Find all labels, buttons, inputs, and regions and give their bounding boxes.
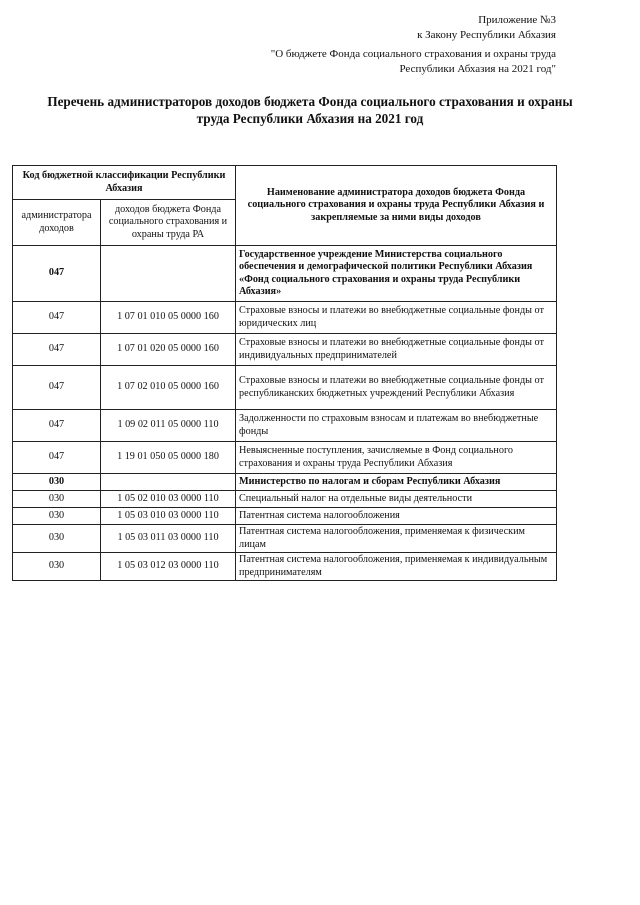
revenue-code-cell: 1 05 03 010 03 0000 110 <box>101 508 236 525</box>
document-title <box>20 93 600 127</box>
table-row <box>13 302 557 334</box>
document-title-line-1: Перечень администраторов доходов бюджета Фонда социального страхования и охраны <box>47 94 573 109</box>
appendix-law-ref: к Закону Республики Абхазия <box>417 28 556 41</box>
name-cell: Страховые взносы и платежи во внебюджетные социальные фонды от юридических лиц <box>236 302 557 334</box>
revenue-code-cell: 1 09 02 011 05 0000 110 <box>101 410 236 442</box>
admin-code-cell: 030 <box>13 508 101 525</box>
table-row <box>13 508 557 525</box>
name-cell: Патентная система налогообложения, применяемая к физическим лицам <box>236 525 557 553</box>
revenue-code-cell: 1 05 03 011 03 0000 110 <box>101 525 236 553</box>
admin-code-cell: 030 <box>13 491 101 508</box>
admin-code-cell: 047 <box>13 442 101 474</box>
admin-code-cell: 030 <box>13 553 101 581</box>
appendix-law-title-1: "О бюджете Фонда социального страхования и охраны труда <box>270 48 556 60</box>
revenue-code-cell: 1 07 01 010 05 0000 160 <box>101 302 236 334</box>
revenue-code-cell: 1 19 01 050 05 0000 180 <box>101 442 236 474</box>
appendix-number: Приложение №3 <box>478 14 556 26</box>
appendix-law-title-2: Республики Абхазия на 2021 год" <box>399 62 556 75</box>
revenue-code-cell: 1 05 03 012 03 0000 110 <box>101 553 236 581</box>
revenue-code-cell: 1 07 01 020 05 0000 160 <box>101 334 236 366</box>
administrators-table <box>12 165 557 581</box>
name-cell: Задолженности по страховым взносам и платежам во внебюджетные фонды <box>236 410 557 442</box>
table-row <box>13 442 557 474</box>
name-cell: Патентная система налогообложения, применяемая к индивидуальным предпринимателям <box>236 553 557 581</box>
revenue-code-cell <box>101 474 236 491</box>
admin-code-cell: 047 <box>13 366 101 410</box>
header-revenue-code: доходов бюджета Фонда социального страхования и охраны труда РА <box>101 200 236 246</box>
table-row <box>13 491 557 508</box>
table-row <box>13 525 557 553</box>
table-row <box>13 334 557 366</box>
table-row <box>13 246 557 302</box>
header-administrator-name: Наименование администратора доходов бюджета Фонда социального страхования и охраны труда Республики Абхазия и закрепляемые за ними виды доходов <box>236 166 557 246</box>
admin-code-cell: 047 <box>13 302 101 334</box>
admin-code-cell: 030 <box>13 525 101 553</box>
name-cell: Министерство по налогам и сборам Республики Абхазия <box>236 474 557 491</box>
name-cell: Государственное учреждение Министерства социального обеспечения и демографической политики Республики Абхазия «Фонд социального страхования и охраны труда Республики Абхазия» <box>236 246 557 302</box>
name-cell: Невыясненные поступления, зачисляемые в Фонд социального страхования и охраны труда Республики Абхазия <box>236 442 557 474</box>
appendix-header <box>271 13 556 76</box>
table-row <box>13 410 557 442</box>
table-row <box>13 474 557 491</box>
revenue-code-cell <box>101 246 236 302</box>
revenue-code-cell: 1 05 02 010 03 0000 110 <box>101 491 236 508</box>
admin-code-cell: 047 <box>13 410 101 442</box>
header-budget-classification-code: Код бюджетной классификации Республики Абхазия <box>13 166 236 200</box>
name-cell: Страховые взносы и платежи во внебюджетные социальные фонды от индивидуальных предпринимателей <box>236 334 557 366</box>
admin-code-cell: 030 <box>13 474 101 491</box>
document-title-line-2: труда Республики Абхазия на 2021 год <box>196 111 424 126</box>
name-cell: Патентная система налогообложения <box>236 508 557 525</box>
admin-code-cell: 047 <box>13 246 101 302</box>
revenue-code-cell: 1 07 02 010 05 0000 160 <box>101 366 236 410</box>
header-administrator-code: администратора доходов <box>13 200 101 246</box>
table-row <box>13 366 557 410</box>
table-row <box>13 553 557 581</box>
name-cell: Страховые взносы и платежи во внебюджетные социальные фонды от республиканских бюджетных учреждений Республики Абхазия <box>236 366 557 410</box>
name-cell: Специальный налог на отдельные виды деятельности <box>236 491 557 508</box>
admin-code-cell: 047 <box>13 334 101 366</box>
